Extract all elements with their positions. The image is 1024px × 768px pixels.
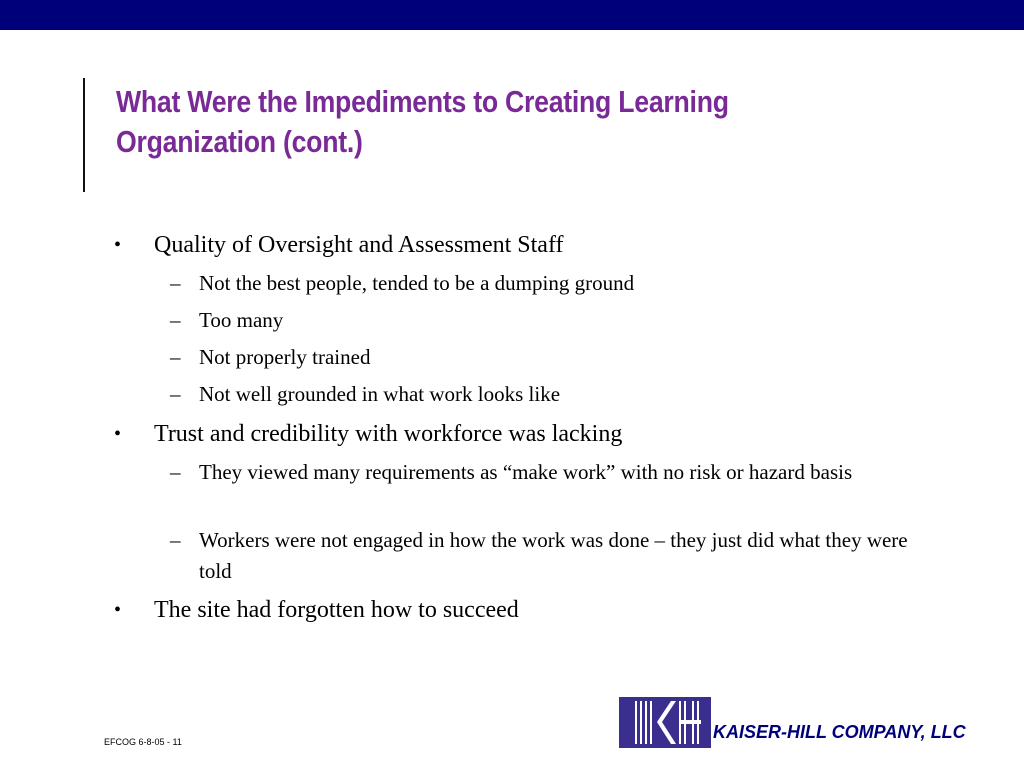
- bullet-dot-icon: •: [114, 423, 122, 445]
- sub-bullet-text: Not properly trained: [199, 345, 371, 369]
- bullet-text: The site had forgotten how to succeed: [154, 597, 519, 623]
- bullet-item: [114, 420, 623, 449]
- dash-icon: –: [170, 460, 181, 484]
- bullet-dot-icon: •: [114, 599, 122, 621]
- sub-bullet-item: [170, 268, 939, 299]
- sub-bullet-text: They viewed many requirements as “make work” with no risk or hazard basis: [199, 460, 853, 484]
- dash-icon: –: [170, 271, 181, 295]
- sub-bullet-text: Workers were not engaged in how the work was done – they just did what they were told: [199, 528, 908, 583]
- bullet-item: [114, 231, 564, 260]
- dash-icon: –: [170, 528, 181, 552]
- dash-icon: –: [170, 382, 181, 406]
- sub-bullet-item: [170, 457, 899, 488]
- slide-code: EFCOG 6-8-05 - 11: [104, 737, 182, 747]
- top-banner: [0, 0, 1024, 30]
- dash-icon: –: [170, 308, 181, 332]
- sub-bullet-item: [170, 305, 939, 336]
- bullet-item: [114, 596, 519, 625]
- sub-bullet-text: Not the best people, tended to be a dumping ground: [199, 271, 635, 295]
- title-rule: [83, 78, 85, 192]
- sub-bullet-item: [170, 525, 914, 587]
- sub-bullet-text: Too many: [199, 308, 284, 332]
- company-name: KAISER-HILL COMPANY, LLC: [713, 722, 966, 742]
- bullet-text: Trust and credibility with workforce was lacking: [154, 421, 623, 447]
- slide-title: What Were the Impediments to Creating Learning Organization (cont.): [116, 84, 729, 159]
- bullet-dot-icon: •: [114, 234, 122, 256]
- bullet-text: Quality of Oversight and Assessment Staff: [154, 232, 564, 258]
- dash-icon: –: [170, 345, 181, 369]
- sub-bullet-item: [170, 342, 939, 373]
- sub-bullet-item: [170, 379, 939, 410]
- kh-logo-icon: [619, 697, 711, 748]
- sub-bullet-text: Not well grounded in what work looks like: [199, 382, 561, 406]
